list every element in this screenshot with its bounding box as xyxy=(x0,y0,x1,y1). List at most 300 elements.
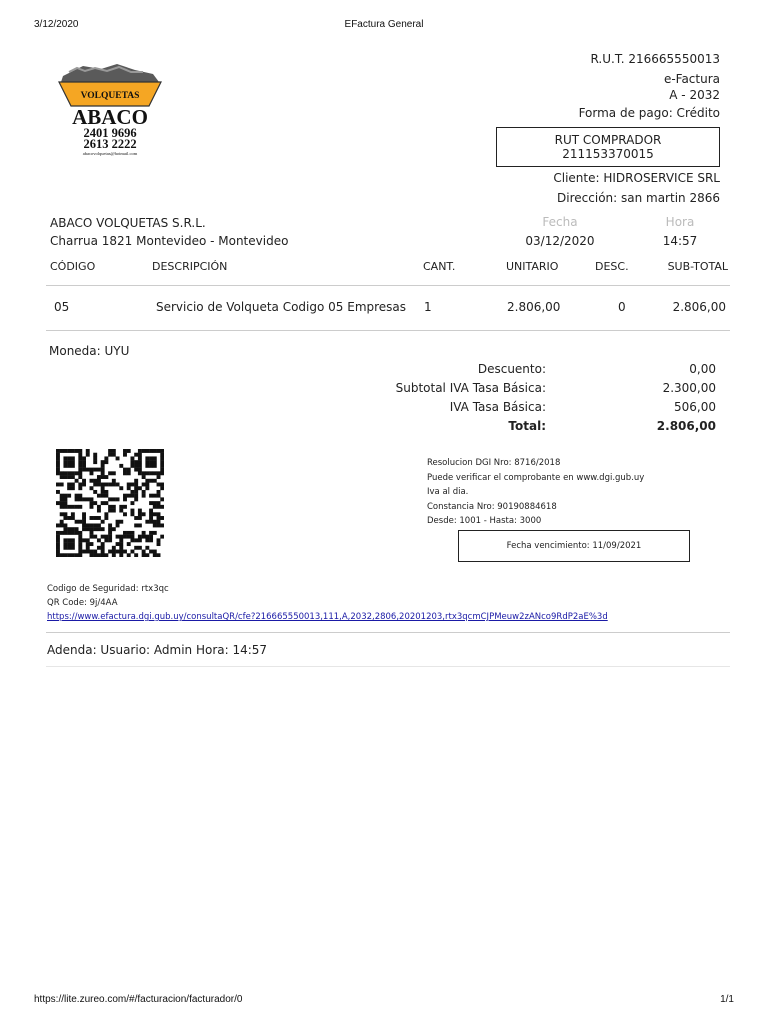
qr-module xyxy=(60,531,64,535)
qr-module xyxy=(63,538,67,542)
qr-module xyxy=(127,449,131,453)
qr-module xyxy=(67,456,71,460)
qr-module xyxy=(160,453,164,457)
qr-module xyxy=(56,538,60,542)
qr-module xyxy=(60,471,64,475)
qr-module xyxy=(134,468,138,472)
qr-module xyxy=(97,516,101,520)
qr-module xyxy=(138,456,142,460)
qr-module xyxy=(93,516,97,520)
qr-module xyxy=(71,475,75,479)
issuer-rut: R.U.T. 216665550013 xyxy=(590,52,720,66)
qr-module xyxy=(153,449,157,453)
qr-module xyxy=(78,494,82,498)
qr-module xyxy=(67,475,71,479)
qr-module xyxy=(112,449,116,453)
security-code: Codigo de Seguridad: rtx3qc xyxy=(47,584,169,594)
qr-module xyxy=(82,460,86,464)
qr-module xyxy=(160,486,164,490)
qr-module xyxy=(56,553,60,557)
qr-module xyxy=(153,550,157,554)
qr-module xyxy=(116,497,120,501)
qr-module xyxy=(138,471,142,475)
qr-module xyxy=(157,538,161,542)
qr-module xyxy=(149,449,153,453)
qr-module xyxy=(138,538,142,542)
qr-module xyxy=(123,497,127,501)
qr-module xyxy=(127,483,131,487)
client-address: Dirección: san martin 2866 xyxy=(557,191,720,205)
row-quantity: 1 xyxy=(424,300,432,314)
qr-module xyxy=(82,538,86,542)
row-unit-price: 2.806,00 xyxy=(507,300,561,314)
qr-module xyxy=(86,527,90,531)
qr-module xyxy=(93,523,97,527)
qr-module xyxy=(101,546,105,550)
qr-module xyxy=(75,449,79,453)
qr-module xyxy=(130,550,134,554)
qr-module xyxy=(149,494,153,498)
qr-module xyxy=(90,550,94,554)
qr-module xyxy=(90,542,94,546)
qr-module xyxy=(67,542,71,546)
qr-module xyxy=(60,497,64,501)
qr-module xyxy=(134,453,138,457)
qr-module xyxy=(157,523,161,527)
qr-module xyxy=(123,453,127,457)
qr-module xyxy=(108,550,112,554)
col-header-unit-price: UNITARIO xyxy=(506,260,559,273)
qr-module xyxy=(93,468,97,472)
qr-module xyxy=(71,483,75,487)
qr-module xyxy=(78,464,82,468)
qr-module xyxy=(145,460,149,464)
qr-module xyxy=(78,475,82,479)
qr-module xyxy=(127,531,131,535)
qr-module xyxy=(97,505,101,509)
payment-method: Forma de pago: Crédito xyxy=(578,106,720,120)
qr-module xyxy=(108,509,112,513)
qr-module xyxy=(93,527,97,531)
qr-module xyxy=(60,494,64,498)
qr-module xyxy=(60,523,64,527)
qr-module xyxy=(60,449,64,453)
qr-module xyxy=(78,471,82,475)
qr-module xyxy=(138,468,142,472)
qr-module xyxy=(63,516,67,520)
qr-module xyxy=(134,486,138,490)
qr-module xyxy=(142,449,146,453)
qr-module xyxy=(67,460,71,464)
qr-module xyxy=(63,456,67,460)
table-divider-bottom xyxy=(46,330,730,331)
qr-module xyxy=(108,523,112,527)
qr-module xyxy=(97,527,101,531)
qr-module xyxy=(82,527,86,531)
qr-module xyxy=(56,464,60,468)
qr-module xyxy=(71,460,75,464)
qr-module xyxy=(78,520,82,524)
qr-module xyxy=(71,516,75,520)
qr-module xyxy=(97,483,101,487)
qr-module xyxy=(71,546,75,550)
qr-module xyxy=(153,512,157,516)
qr-module xyxy=(153,520,157,524)
qr-module xyxy=(153,505,157,509)
qr-module xyxy=(86,546,90,550)
qr-module xyxy=(82,550,86,554)
qr-module xyxy=(97,475,101,479)
qr-module xyxy=(90,531,94,535)
qr-module xyxy=(101,527,105,531)
qr-module xyxy=(101,494,105,498)
qr-module xyxy=(101,550,105,554)
qr-module xyxy=(157,512,161,516)
qr-module xyxy=(86,538,90,542)
qr-module xyxy=(101,520,105,524)
qr-module xyxy=(104,501,108,505)
qr-module xyxy=(145,538,149,542)
qr-module xyxy=(101,464,105,468)
qr-module xyxy=(160,464,164,468)
col-header-description: DESCRIPCIÓN xyxy=(152,260,228,273)
qr-module xyxy=(60,520,64,524)
qr-module xyxy=(82,483,86,487)
subtotal-label: Subtotal IVA Tasa Básica: xyxy=(395,381,546,395)
qr-module xyxy=(101,501,105,505)
qr-module xyxy=(90,468,94,472)
col-header-subtotal: SUB-TOTAL xyxy=(667,260,728,273)
qr-module xyxy=(93,490,97,494)
qr-module xyxy=(56,501,60,505)
total-label: Total: xyxy=(508,419,546,433)
qr-module xyxy=(160,505,164,509)
qr-module xyxy=(145,449,149,453)
qr-module xyxy=(112,479,116,483)
dgi-verify: Puede verificar el comprobante en www.dgi.gub.uy xyxy=(427,472,645,483)
qr-module xyxy=(157,483,161,487)
qr-module xyxy=(145,486,149,490)
qr-module xyxy=(97,553,101,557)
qr-module xyxy=(127,486,131,490)
qr-module xyxy=(63,501,67,505)
qr-module xyxy=(63,449,67,453)
qr-module xyxy=(108,471,112,475)
qr-module xyxy=(56,468,60,472)
qr-module xyxy=(67,494,71,498)
qr-module xyxy=(130,483,134,487)
qr-module xyxy=(116,483,120,487)
qr-module xyxy=(149,509,153,513)
qr-module xyxy=(119,553,123,557)
qr-module xyxy=(86,523,90,527)
qr-module xyxy=(101,471,105,475)
qr-module xyxy=(78,483,82,487)
qr-module xyxy=(63,471,67,475)
qr-module xyxy=(157,516,161,520)
qr-module xyxy=(149,520,153,524)
qr-module xyxy=(116,550,120,554)
qr-module xyxy=(93,453,97,457)
issue-date: 03/12/2020 xyxy=(525,234,595,248)
qr-module xyxy=(130,490,134,494)
qr-module xyxy=(119,535,123,539)
qr-module xyxy=(90,479,94,483)
total-value: 2.806,00 xyxy=(656,419,716,433)
qr-module xyxy=(108,453,112,457)
qr-module xyxy=(160,456,164,460)
qr-module xyxy=(101,542,105,546)
qr-module xyxy=(90,497,94,501)
qr-module xyxy=(160,468,164,472)
qr-module xyxy=(108,449,112,453)
qr-module xyxy=(60,553,64,557)
qr-module xyxy=(130,456,134,460)
qr-module xyxy=(119,464,123,468)
qr-module xyxy=(71,542,75,546)
qr-module xyxy=(86,468,90,472)
qr-module xyxy=(104,483,108,487)
qr-module xyxy=(63,475,67,479)
qr-module xyxy=(149,464,153,468)
qr-module xyxy=(134,460,138,464)
qr-module xyxy=(138,460,142,464)
qr-module xyxy=(86,449,90,453)
qr-module xyxy=(75,527,79,531)
currency: Moneda: UYU xyxy=(49,344,130,358)
qr-module xyxy=(71,505,75,509)
qr-module xyxy=(145,520,149,524)
print-date: 3/12/2020 xyxy=(34,19,79,30)
qr-module xyxy=(127,535,131,539)
qr-module xyxy=(119,538,123,542)
qr-module xyxy=(63,497,67,501)
qr-module xyxy=(108,497,112,501)
qr-module xyxy=(63,494,67,498)
qr-module xyxy=(160,535,164,539)
qr-module xyxy=(93,535,97,539)
client-name: Cliente: HIDROSERVICE SRL xyxy=(553,171,720,185)
discount-label: Descuento: xyxy=(477,362,546,376)
qr-module xyxy=(160,449,164,453)
qr-module xyxy=(153,479,157,483)
qr-module xyxy=(90,471,94,475)
qr-module xyxy=(101,475,105,479)
qr-module xyxy=(127,494,131,498)
qr-module xyxy=(71,464,75,468)
qr-module xyxy=(112,527,116,531)
qr-module xyxy=(123,512,127,516)
qr-module xyxy=(149,460,153,464)
qr-module xyxy=(93,553,97,557)
qr-module xyxy=(119,550,123,554)
qr-module xyxy=(112,483,116,487)
qr-module xyxy=(104,535,108,539)
qr-module xyxy=(86,542,90,546)
qr-module xyxy=(119,520,123,524)
buyer-rut-label: RUT COMPRADOR xyxy=(554,133,662,147)
qr-module xyxy=(157,471,161,475)
qr-module xyxy=(75,520,79,524)
qr-module xyxy=(145,479,149,483)
qr-module xyxy=(134,538,138,542)
qr-module xyxy=(130,531,134,535)
qr-module xyxy=(160,523,164,527)
dgi-iva-status: Iva al dia. xyxy=(427,487,469,497)
qr-module xyxy=(78,456,82,460)
qr-module xyxy=(82,456,86,460)
qr-module xyxy=(134,497,138,501)
qr-module xyxy=(78,460,82,464)
issuer-address: Charrua 1821 Montevideo - Montevideo xyxy=(50,234,289,248)
qr-module xyxy=(101,483,105,487)
col-header-code: CÓDIGO xyxy=(50,260,96,273)
qr-module xyxy=(138,509,142,513)
row-code: 05 xyxy=(54,300,70,314)
qr-module xyxy=(130,512,134,516)
qr-module xyxy=(157,542,161,546)
addenda: Adenda: Usuario: Admin Hora: 14:57 xyxy=(47,643,268,657)
qr-module xyxy=(134,516,138,520)
qr-module xyxy=(67,505,71,509)
qr-module xyxy=(134,483,138,487)
qr-module xyxy=(157,449,161,453)
qr-module xyxy=(108,483,112,487)
qr-module xyxy=(145,553,149,557)
qr-module xyxy=(93,460,97,464)
col-header-discount: DESC. xyxy=(595,260,629,273)
qr-module xyxy=(82,520,86,524)
qr-module xyxy=(119,486,123,490)
logo-email: abacovolquetas@hotmail.com xyxy=(82,151,138,156)
qr-module xyxy=(78,505,82,509)
qr-module xyxy=(149,538,153,542)
company-logo xyxy=(55,62,165,157)
print-page-count: 1/1 xyxy=(720,994,734,1005)
row-subtotal: 2.806,00 xyxy=(672,300,726,314)
qr-module xyxy=(127,471,131,475)
qr-module xyxy=(67,546,71,550)
qr-module xyxy=(127,468,131,472)
qr-module xyxy=(134,479,138,483)
qr-module xyxy=(60,475,64,479)
qr-module xyxy=(142,535,146,539)
dgi-range: Desde: 1001 - Hasta: 3000 xyxy=(427,516,542,526)
qr-module xyxy=(149,531,153,535)
qr-module xyxy=(63,527,67,531)
qr-module xyxy=(157,520,161,524)
qr-module xyxy=(145,456,149,460)
qr-module xyxy=(116,520,120,524)
qr-module xyxy=(149,479,153,483)
qr-module xyxy=(145,471,149,475)
qr-module xyxy=(101,535,105,539)
qr-module xyxy=(112,550,116,554)
qr-module xyxy=(67,486,71,490)
qr-module xyxy=(90,501,94,505)
qr-module xyxy=(78,553,82,557)
qr-module xyxy=(145,535,149,539)
qr-module xyxy=(78,550,82,554)
dgi-resolution: Resolucion DGI Nro: 8716/2018 xyxy=(427,458,561,468)
subtotal-value: 2.300,00 xyxy=(662,381,716,395)
qr-module xyxy=(75,531,79,535)
qr-module xyxy=(75,471,79,475)
qr-module xyxy=(153,456,157,460)
qr-module xyxy=(119,542,123,546)
qr-module xyxy=(75,505,79,509)
qr-module xyxy=(90,523,94,527)
qr-module xyxy=(93,501,97,505)
qr-module xyxy=(101,486,105,490)
qr-module xyxy=(134,494,138,498)
qr-module xyxy=(78,535,82,539)
qr-module xyxy=(78,468,82,472)
issuer-name: ABACO VOLQUETAS S.R.L. xyxy=(50,216,206,230)
print-url: https://lite.zureo.com/#/facturacion/facturador/0 xyxy=(34,994,243,1005)
qr-module xyxy=(104,553,108,557)
qr-module xyxy=(90,516,94,520)
qr-module xyxy=(63,512,67,516)
qr-module xyxy=(108,531,112,535)
qr-module xyxy=(71,527,75,531)
qr-module xyxy=(71,512,75,516)
divider-link xyxy=(46,632,730,633)
qr-module xyxy=(130,535,134,539)
qr-module xyxy=(67,538,71,542)
qr-module xyxy=(119,509,123,513)
qr-module xyxy=(104,512,108,516)
qr-module xyxy=(82,479,86,483)
qr-module xyxy=(112,553,116,557)
qr-module xyxy=(82,464,86,468)
verification-link[interactable]: https://www.efactura.dgi.gub.uy/consultaQR/cfe?216665550013,111,A,2032,2806,20201203,rtx3qcmCJPMeuw2zANco9RdP2aE%3d xyxy=(47,612,608,622)
qr-module xyxy=(142,531,146,535)
qr-module xyxy=(86,550,90,554)
qr-module xyxy=(86,453,90,457)
qr-module xyxy=(56,471,60,475)
qr-module xyxy=(160,516,164,520)
date-label: Fecha xyxy=(542,215,578,229)
qr-module xyxy=(142,475,146,479)
qr-module xyxy=(82,523,86,527)
qr-module xyxy=(138,449,142,453)
qr-module xyxy=(71,486,75,490)
qr-module xyxy=(112,546,116,550)
qr-module xyxy=(78,531,82,535)
qr-module xyxy=(78,546,82,550)
qr-module xyxy=(112,497,116,501)
qr-module xyxy=(60,512,64,516)
time-label: Hora xyxy=(665,215,695,229)
qr-module xyxy=(97,546,101,550)
qr-module xyxy=(123,531,127,535)
qr-module xyxy=(97,523,101,527)
qr-module xyxy=(116,542,120,546)
buyer-rut-value: 211153370015 xyxy=(562,147,654,161)
qr-module xyxy=(63,460,67,464)
qr-module xyxy=(157,475,161,479)
qr-module xyxy=(97,494,101,498)
expiry-date-box: Fecha vencimiento: 11/09/2021 xyxy=(458,530,690,562)
qr-module xyxy=(130,464,134,468)
qr-module xyxy=(134,523,138,527)
qr-module xyxy=(127,542,131,546)
qr-module xyxy=(90,486,94,490)
qr-module xyxy=(60,483,64,487)
print-page-title: EFactura General xyxy=(344,19,424,30)
qr-module xyxy=(67,516,71,520)
